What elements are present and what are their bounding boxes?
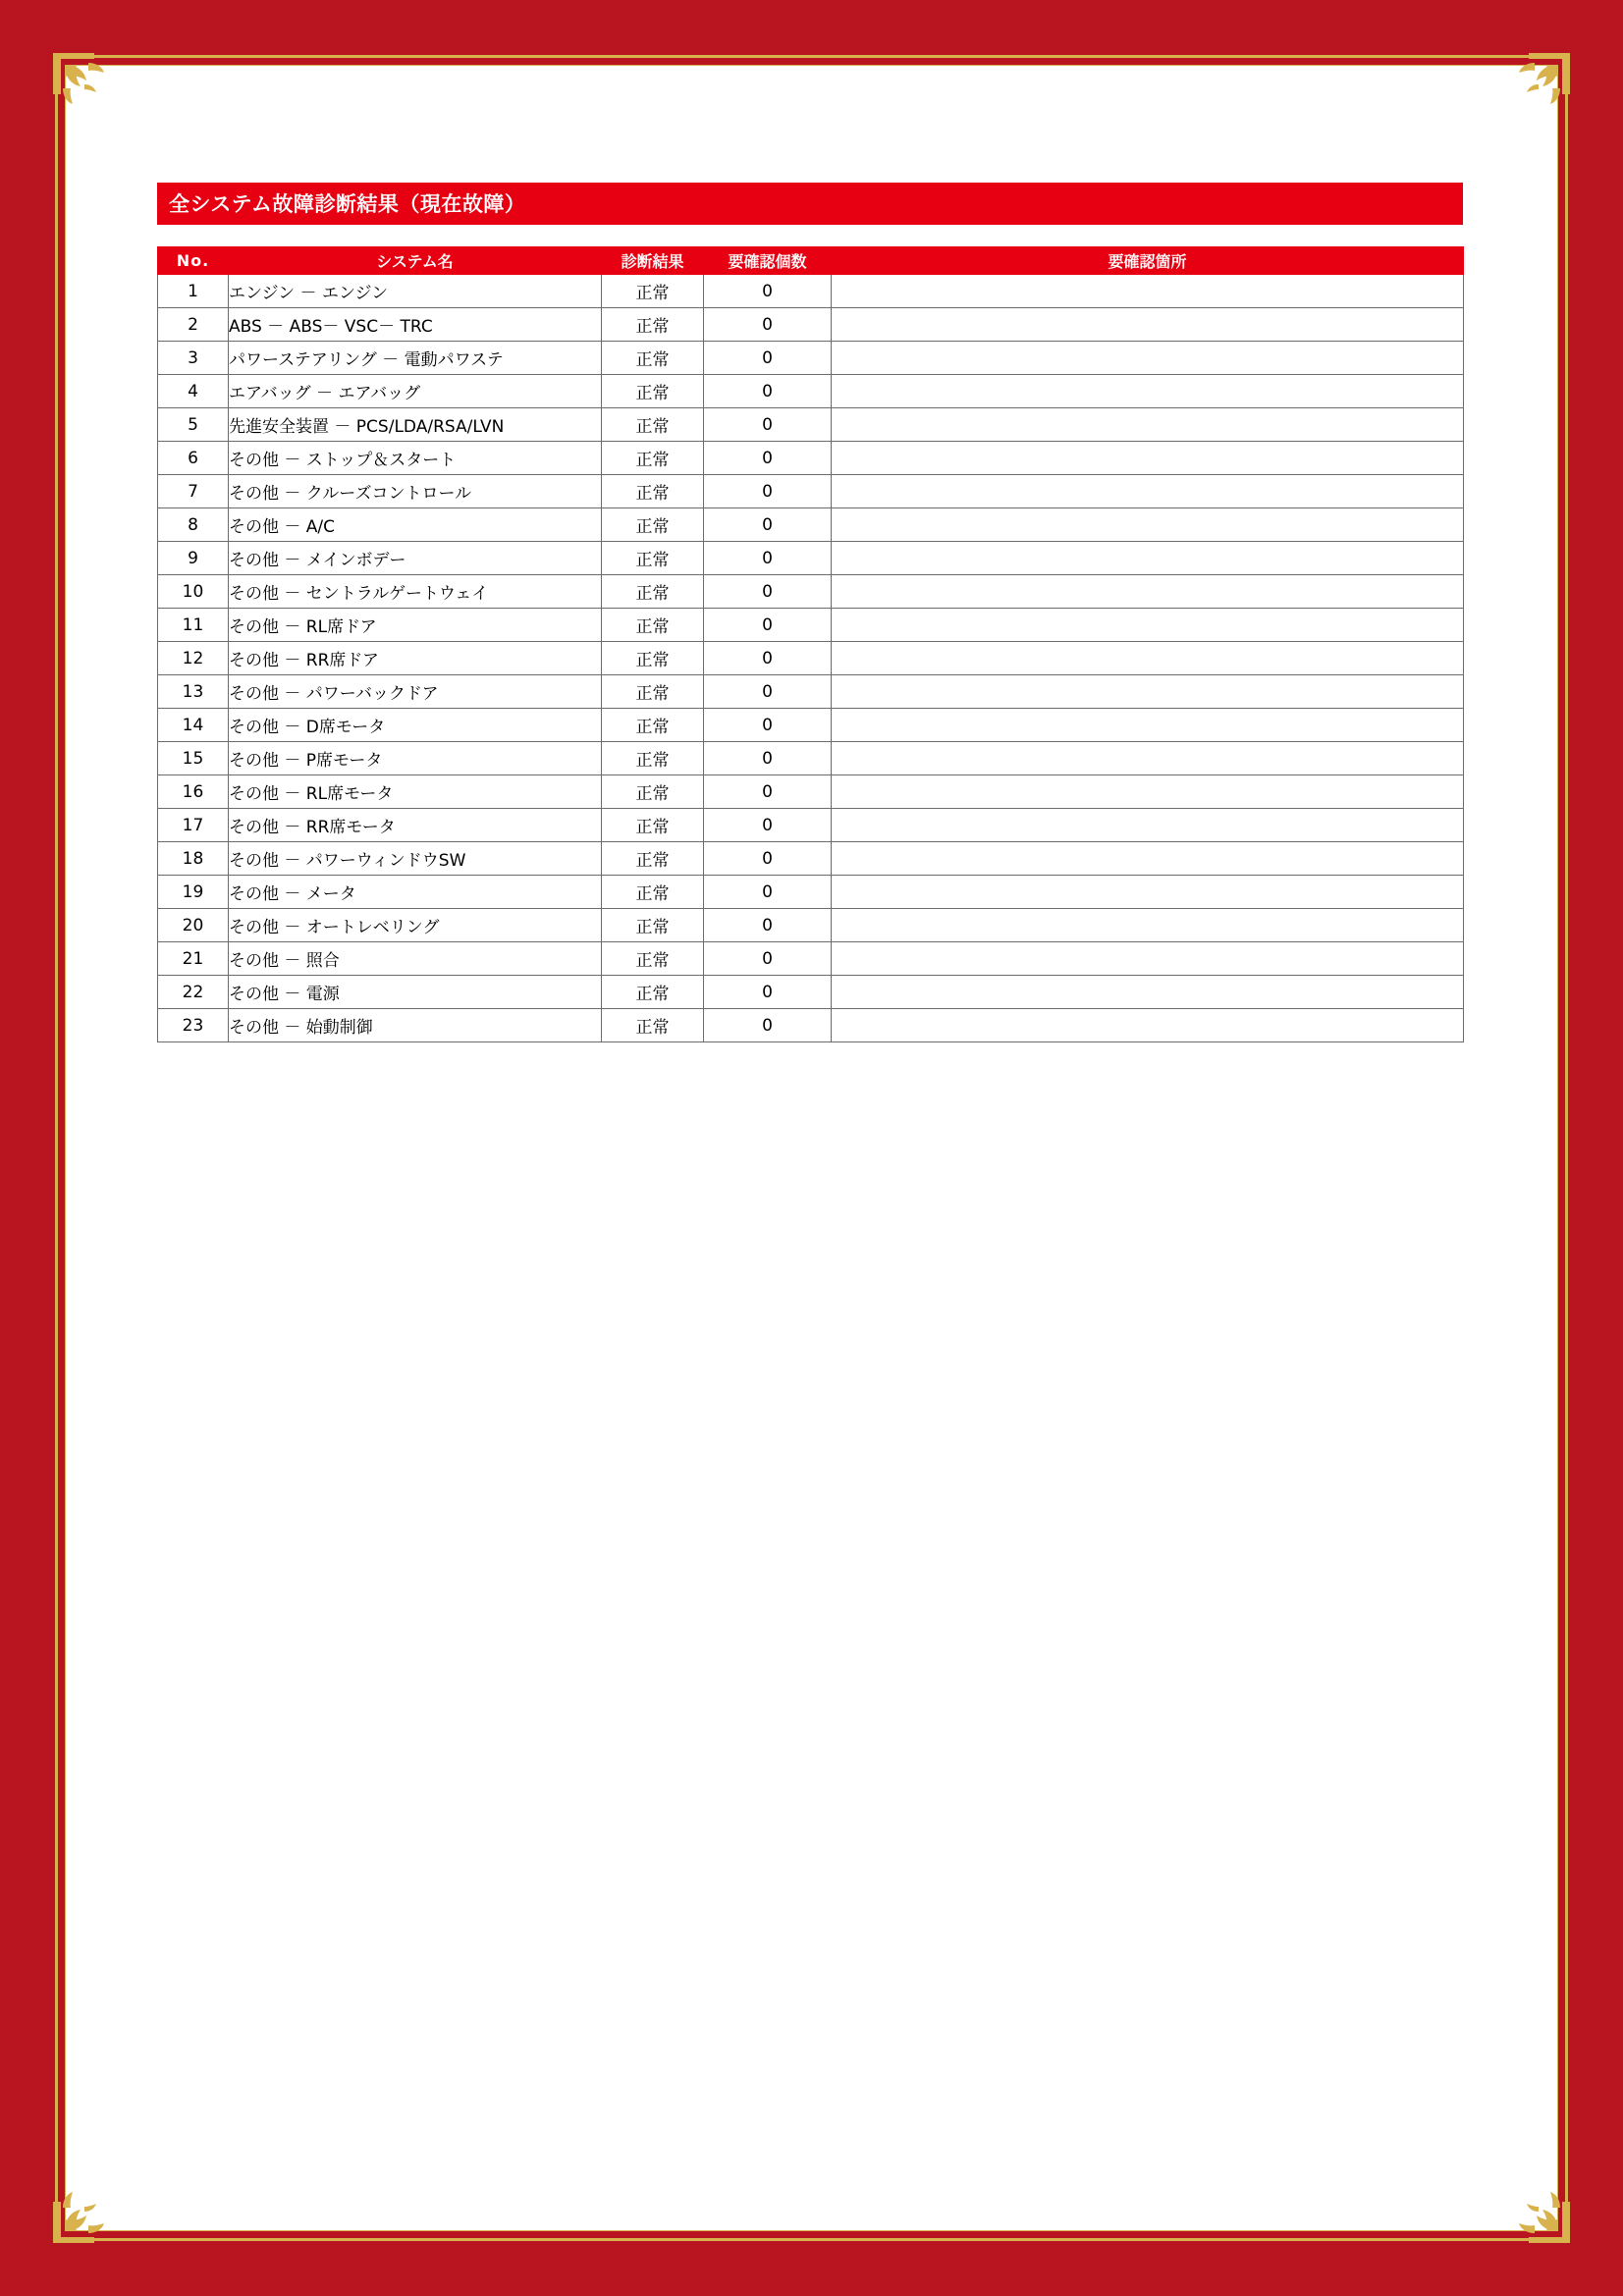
column-header-count: 要確認個数 [704, 247, 832, 275]
cell-result: 正常 [602, 308, 704, 342]
cell-result: 正常 [602, 508, 704, 542]
cell-system: その他 － パワーウィンドウSW [229, 842, 602, 876]
cell-location [832, 275, 1464, 308]
table-row [158, 308, 1464, 342]
cell-location [832, 508, 1464, 542]
cell-system: その他 － 始動制御 [229, 1009, 602, 1042]
cell-count: 0 [704, 909, 832, 942]
cell-system: ABS － ABS－ VSC－ TRC [229, 308, 602, 342]
cell-location [832, 475, 1464, 508]
cell-result: 正常 [602, 408, 704, 442]
cell-system: その他 － RL席モータ [229, 775, 602, 809]
cell-location [832, 1009, 1464, 1042]
column-header-system: システム名 [229, 247, 602, 275]
cell-no: 11 [158, 609, 229, 642]
cell-system: その他 － D席モータ [229, 709, 602, 742]
table-row [158, 542, 1464, 575]
cell-result: 正常 [602, 775, 704, 809]
table-row [158, 942, 1464, 976]
cell-count: 0 [704, 876, 832, 909]
cell-system: エンジン － エンジン [229, 275, 602, 308]
cell-system: その他 － ストップ＆スタート [229, 442, 602, 475]
cell-location [832, 909, 1464, 942]
cell-system: その他 － オートレベリング [229, 909, 602, 942]
table-body [158, 275, 1464, 1042]
cell-count: 0 [704, 942, 832, 976]
cell-location [832, 775, 1464, 809]
cell-result: 正常 [602, 475, 704, 508]
table-row [158, 408, 1464, 442]
cell-system: その他 － パワーバックドア [229, 675, 602, 709]
cell-system: エアバッグ － エアバッグ [229, 375, 602, 408]
cell-no: 12 [158, 642, 229, 675]
cell-no: 14 [158, 709, 229, 742]
cell-no: 8 [158, 508, 229, 542]
cell-no: 6 [158, 442, 229, 475]
cell-no: 23 [158, 1009, 229, 1042]
column-header-result: 診断結果 [602, 247, 704, 275]
cell-system: その他 － メインボデー [229, 542, 602, 575]
cell-location [832, 976, 1464, 1009]
cell-no: 22 [158, 976, 229, 1009]
diagnostic-results-table [157, 246, 1464, 1042]
table-row [158, 442, 1464, 475]
table-row [158, 642, 1464, 675]
table-row [158, 976, 1464, 1009]
cell-location [832, 876, 1464, 909]
cell-location [832, 609, 1464, 642]
cell-system: その他 － 電源 [229, 976, 602, 1009]
cell-no: 17 [158, 809, 229, 842]
cell-count: 0 [704, 842, 832, 876]
cell-result: 正常 [602, 375, 704, 408]
cell-count: 0 [704, 542, 832, 575]
cell-result: 正常 [602, 675, 704, 709]
cell-system: その他 － P席モータ [229, 742, 602, 775]
cell-result: 正常 [602, 876, 704, 909]
cell-no: 21 [158, 942, 229, 976]
cell-system: その他 － RR席ドア [229, 642, 602, 675]
cell-result: 正常 [602, 742, 704, 775]
table-row [158, 709, 1464, 742]
cell-count: 0 [704, 575, 832, 609]
cell-no: 18 [158, 842, 229, 876]
cell-count: 0 [704, 408, 832, 442]
cell-no: 20 [158, 909, 229, 942]
cell-result: 正常 [602, 1009, 704, 1042]
cell-location [832, 709, 1464, 742]
cell-result: 正常 [602, 442, 704, 475]
cell-no: 13 [158, 675, 229, 709]
cell-no: 7 [158, 475, 229, 508]
table-row [158, 342, 1464, 375]
cell-count: 0 [704, 475, 832, 508]
cell-result: 正常 [602, 976, 704, 1009]
cell-count: 0 [704, 675, 832, 709]
cell-result: 正常 [602, 342, 704, 375]
table-row [158, 508, 1464, 542]
cell-location [832, 442, 1464, 475]
cell-count: 0 [704, 308, 832, 342]
report-content [157, 183, 1463, 1042]
cell-no: 1 [158, 275, 229, 308]
cell-count: 0 [704, 609, 832, 642]
cell-count: 0 [704, 976, 832, 1009]
cell-location [832, 342, 1464, 375]
cell-location [832, 575, 1464, 609]
table-row [158, 575, 1464, 609]
table-row [158, 675, 1464, 709]
cell-result: 正常 [602, 542, 704, 575]
cell-result: 正常 [602, 842, 704, 876]
cell-location [832, 642, 1464, 675]
table-row [158, 809, 1464, 842]
cell-count: 0 [704, 442, 832, 475]
section-title: 全システム故障診断結果（現在故障） [157, 183, 1463, 225]
cell-count: 0 [704, 342, 832, 375]
table-row [158, 475, 1464, 508]
cell-location [832, 375, 1464, 408]
table-row [158, 375, 1464, 408]
cell-location [832, 942, 1464, 976]
table-row [158, 742, 1464, 775]
table-header [158, 247, 1464, 275]
cell-location [832, 675, 1464, 709]
cell-count: 0 [704, 642, 832, 675]
cell-result: 正常 [602, 575, 704, 609]
cell-result: 正常 [602, 275, 704, 308]
cell-result: 正常 [602, 609, 704, 642]
column-header-no: No. [158, 247, 229, 275]
cell-no: 10 [158, 575, 229, 609]
cell-location [832, 542, 1464, 575]
cell-count: 0 [704, 742, 832, 775]
cell-no: 2 [158, 308, 229, 342]
cell-system: パワーステアリング － 電動パワステ [229, 342, 602, 375]
table-row [158, 876, 1464, 909]
cell-result: 正常 [602, 942, 704, 976]
cell-system: その他 － 照合 [229, 942, 602, 976]
cell-system: 先進安全装置 － PCS/LDA/RSA/LVN [229, 408, 602, 442]
cell-count: 0 [704, 375, 832, 408]
cell-count: 0 [704, 275, 832, 308]
cell-system: その他 － メータ [229, 876, 602, 909]
table-row [158, 275, 1464, 308]
cell-location [832, 809, 1464, 842]
cell-location [832, 408, 1464, 442]
table-row [158, 909, 1464, 942]
cell-system: その他 － セントラルゲートウェイ [229, 575, 602, 609]
table-row [158, 609, 1464, 642]
cell-system: その他 － RL席ドア [229, 609, 602, 642]
cell-no: 3 [158, 342, 229, 375]
cell-no: 16 [158, 775, 229, 809]
cell-location [832, 742, 1464, 775]
cell-no: 5 [158, 408, 229, 442]
cell-no: 15 [158, 742, 229, 775]
cell-no: 9 [158, 542, 229, 575]
cell-result: 正常 [602, 709, 704, 742]
table-header-row [158, 247, 1464, 275]
column-header-location: 要確認箇所 [832, 247, 1464, 275]
cell-count: 0 [704, 775, 832, 809]
cell-location [832, 308, 1464, 342]
cell-count: 0 [704, 809, 832, 842]
cell-count: 0 [704, 1009, 832, 1042]
cell-result: 正常 [602, 909, 704, 942]
cell-count: 0 [704, 508, 832, 542]
cell-result: 正常 [602, 809, 704, 842]
cell-no: 19 [158, 876, 229, 909]
cell-system: その他 － クルーズコントロール [229, 475, 602, 508]
cell-location [832, 842, 1464, 876]
table-row [158, 1009, 1464, 1042]
cell-system: その他 － A/C [229, 508, 602, 542]
table-row [158, 775, 1464, 809]
cell-count: 0 [704, 709, 832, 742]
cell-system: その他 － RR席モータ [229, 809, 602, 842]
cell-no: 4 [158, 375, 229, 408]
cell-result: 正常 [602, 642, 704, 675]
table-row [158, 842, 1464, 876]
